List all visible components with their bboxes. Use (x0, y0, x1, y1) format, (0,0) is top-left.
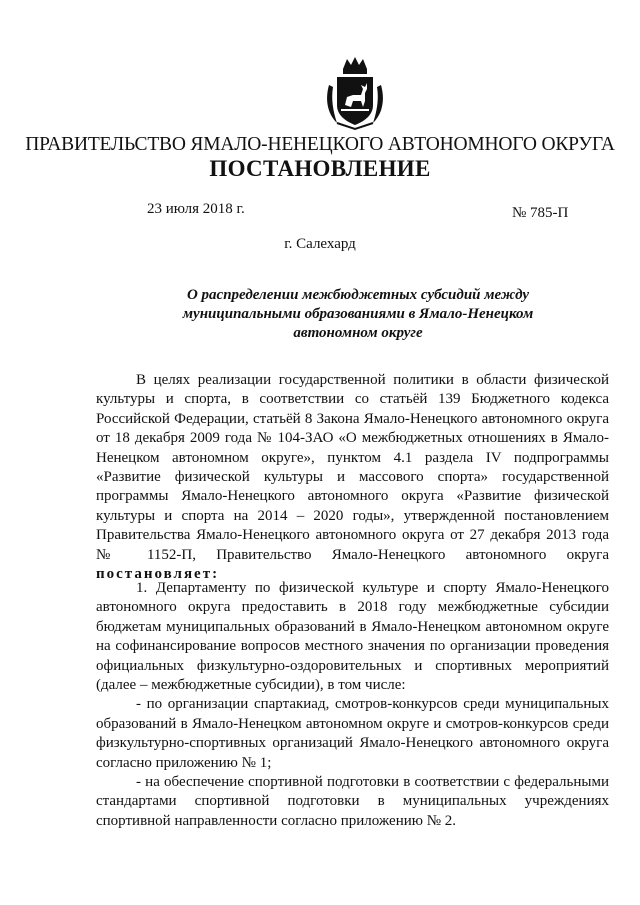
item-1-bullet-1: - по организации спартакиад, смотров-конкурсов среди муниципальных образований в Ямало-Ненецком автономном округе и смотров-конкурсов среди физкультурно-спортивных организаций Ямало-Ненецкого автономного округа согласно приложению № 1; (96, 696, 609, 771)
preamble-body: В целях реализации государственной политики в области физической культуры и спорта, в соответствии со статьёй 139 Бюджетного кодекса Российской Федерации, статьёй 8 Закона Ямало-Ненецкого автономного округа от 18 декабря 2009 года № 104-ЗАО «О межбюджетных отношениях в Ямало-Ненецком автономном округе», пунктом 4.1 раздела IV подпрограммы «Развитие физической культуры и массового спорта» государственной программы Ямало-Ненецкого автономного округа «Развитие физической культуры и спорта на 2014 – 2020 годы», утвержденной постановлением Правительства Ямало-Ненецкого автономного округа от 27 декабря 2013 года № 1152-П, Правительство Ямало-Ненецкого автономного округа (96, 372, 609, 563)
document-city: г. Салехард (284, 236, 356, 252)
preamble-paragraph (96, 371, 609, 584)
coat-of-arms-emblem (323, 55, 387, 131)
document-type-title: ПОСТАНОВЛЕНИЕ (209, 156, 431, 181)
preamble-text (96, 371, 609, 584)
item-1-intro: 1. Департаменту по физической культуре и спорту Ямало-Ненецкого автономного округа предоставить в 2018 году межбюджетные субсидии бюджетам муниципальных образований в Ямало-Ненецком автономном округе на софинансирование вопросов местного значения по организации проведения официальных физкультурно-оздоровительных и спортивных мероприятий (далее – межбюджетные субсидии), в том числе: (96, 580, 609, 694)
document-heading (150, 286, 566, 343)
heading-line: муниципальными образованиями в Ямало-Ненецком (182, 306, 534, 322)
item-1-section (96, 579, 609, 831)
resolves-word: постановляет: (96, 566, 220, 583)
document-date: 23 июля 2018 г. (147, 201, 245, 217)
government-name: ПРАВИТЕЛЬСТВО ЯМАЛО-НЕНЕЦКОГО АВТОНОМНОГО ОКРУГА (25, 134, 615, 155)
heading-line: О распределении межбюджетных субсидий между (186, 287, 530, 303)
document-number: № 785-П (512, 205, 569, 221)
item-1-bullet-2: - на обеспечение спортивной подготовки в соответствии с федеральными стандартами спортивной подготовки в муниципальных учреждениях спортивной направленности согласно приложению № 2. (96, 774, 609, 829)
heading-line: автономном округе (293, 325, 423, 341)
